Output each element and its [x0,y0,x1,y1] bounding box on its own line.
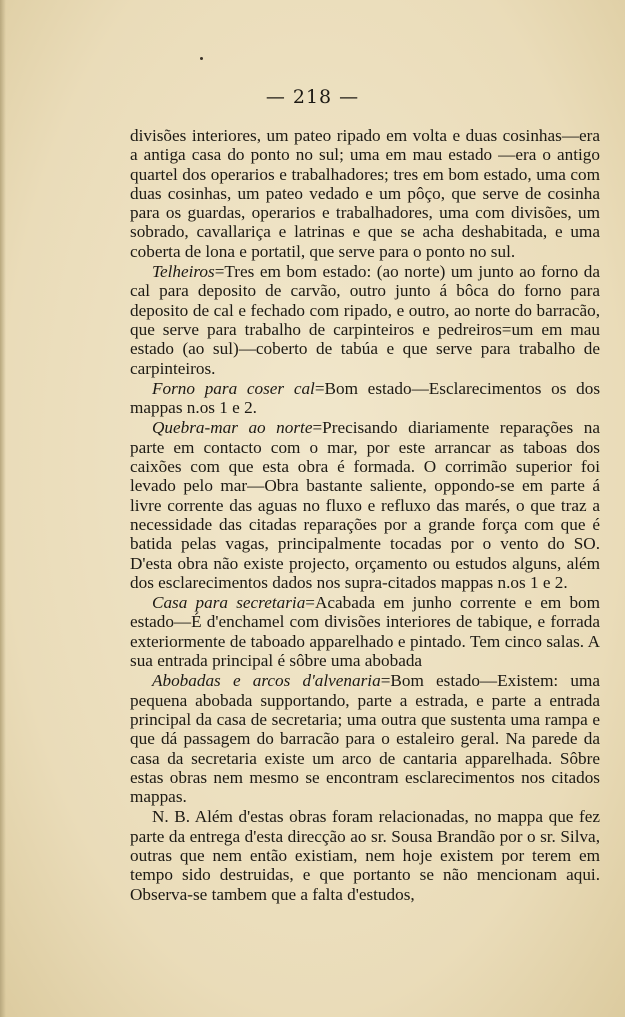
paragraph-telheiros [130,262,600,378]
page-number: — 218 — [265,86,360,108]
paragraph-nota-bene [130,807,600,903]
paragraph-casa-secretaria [130,593,600,670]
paragraph-heading: Quebra-mar ao norte [152,418,313,438]
paragraph-heading: Forno para coser cal [152,378,315,398]
paragraph-heading: Casa para secretaria [152,593,306,613]
paragraph-heading: Telheiros [152,262,215,282]
paragraph-text: =Precisando diariamente reparações na parte em contacto com o mar, por este arrancar as taboas dos caixões com que esta obra é formada. O corrimão superior foi levado pelo mar—Obra bastante saliente, oppondo-se em parte á livre corrente das aguas no fluxo e refluxo das marés, o que traz a necessidade das citadas reparações por a grande força com que é batida pelas vagas, principalmente tocadas por o vento do SO. D'esta obra não existe projecto, orçamento ou estudos alguns, além dos esclarecimentos dados nos supra-citados mappas n.os 1 e 2. [130,418,600,592]
page-spine-shadow [0,0,6,1017]
paragraph-text: =Bom estado—Esclarecimentos os dos mappas n.os 1 e 2. [130,378,601,418]
ink-speck [200,57,203,60]
paragraph-continuation [130,126,600,261]
paragraph-text: =Acabada em junho corrente e em bom estado—É d'enchamel com divisões interiores de tabique, e forrada exteriormente de taboado apparelhado e pintado. Tem cinco salas. A sua entrada principal é sôbre uma abobada [130,593,600,671]
paragraph-forno [130,379,600,418]
paragraph-quebra-mar [130,418,600,592]
paragraph-abobadas [130,671,600,806]
paragraph-text: divisões interiores, um pateo ripado em volta e duas cosinhas—era a antiga casa do ponto no sul; uma em mau estado —era o antigo quartel dos operarios e trabalhadores; tres em bom estado, uma com duas cosinhas, um pateo vedado e um pôço, que serve de cosinha para os guardas, operarios e trabalhadores, uma com divisões, um sobrado, cavallariça e latrinas e que se acha deshabitada, e uma coberta de lona e portatil, que serve para o ponto no sul. [130,126,600,261]
paragraph-text: =Bom estado—Existem: uma pequena abobada supportando, parte a estrada, e parte a entrada principal da casa de secretaria; uma outra que sustenta uma rampa e que dá passagem do barracão para o estaleiro geral. Na parede da casa da secretaria existe um arco de cantaria apparelhada. Sôbre estas obras nem mesmo se encontram esclarecimentos nos citados mappas. [130,671,600,807]
paragraph-heading: Abobadas e arcos d'alvenaria [152,671,381,691]
paragraph-text: N. B. Além d'estas obras foram relacionadas, no mappa que fez parte da entrega d'esta direcção ao sr. Sousa Brandão por o sr. Silva, outras que nem então existiam, nem hoje existem por terem em tempo sido destruidas, e que portanto se não mencionam aqui. Observa-se tambem que a falta d'estudos, [130,807,600,904]
body-text [130,126,600,905]
paragraph-text: =Tres em bom estado: (ao norte) um junto ao forno da cal para deposito de carvão, outro junto á bôca do forno para deposito de cal e fechado com ripado, e outro, ao norte do barracão, que serve para trabalho de carpinteiros e pedreiros=um em mau estado (ao sul)—coberto de tabúa e que serve para trabalho de carpinteiros. [130,262,600,378]
